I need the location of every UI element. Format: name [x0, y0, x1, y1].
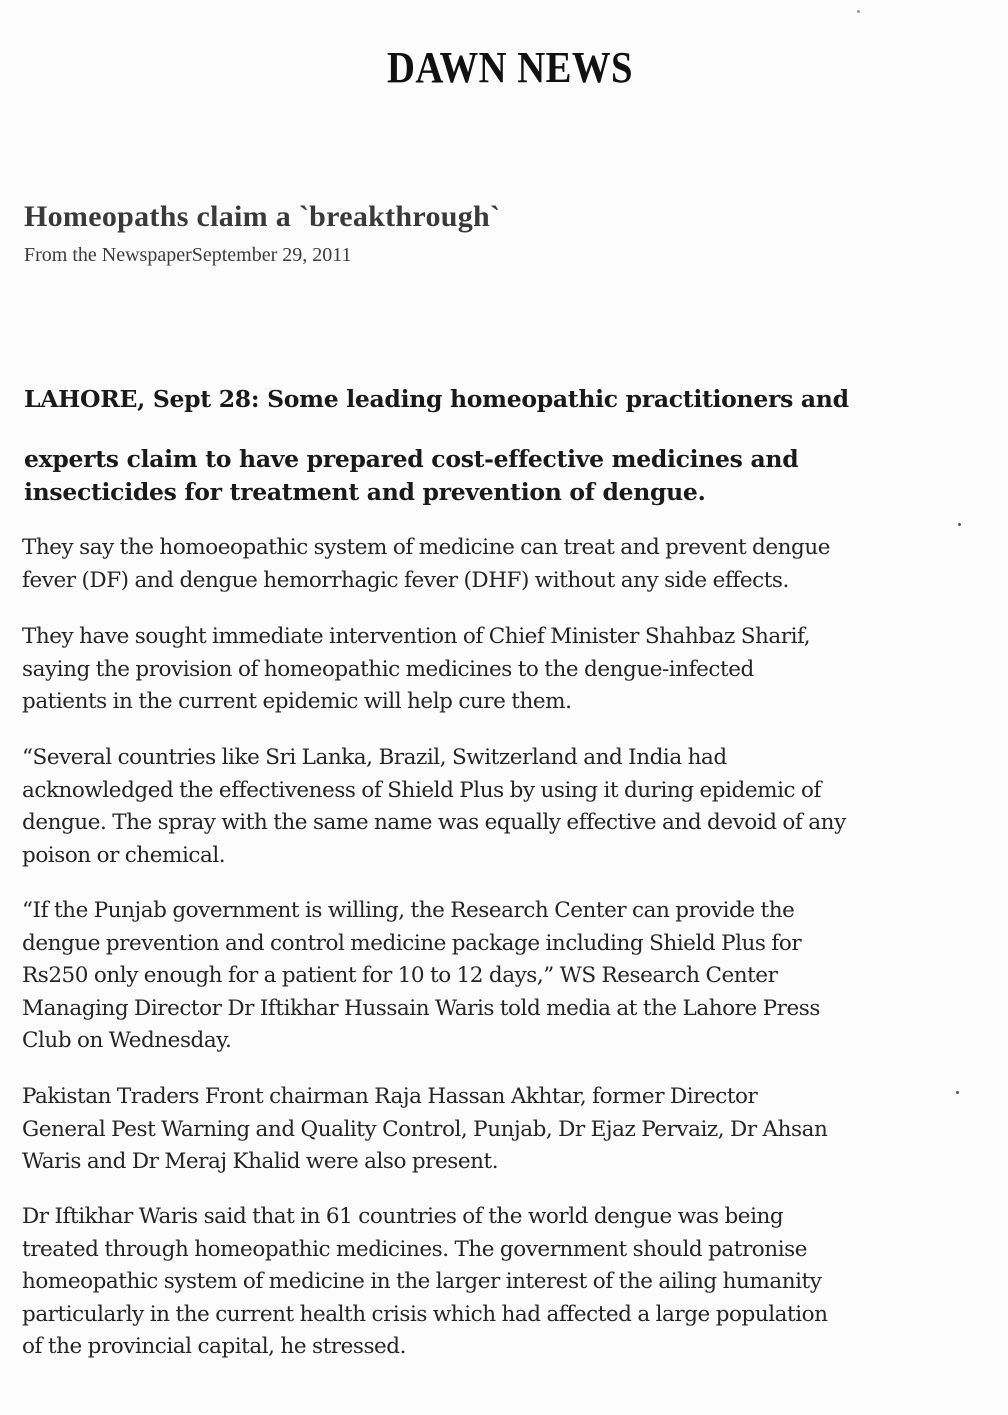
- article-lead-line: insecticides for treatment and prevention of dengue.: [24, 478, 706, 506]
- paragraph-line: “If the Punjab government is willing, the Research Center can provide the: [22, 898, 795, 923]
- article-headline: Homeopaths claim a `breakthrough`: [24, 200, 501, 233]
- paragraph-line: “Several countries like Sri Lanka, Brazil, Switzerland and India had: [22, 745, 727, 770]
- paragraph-line: saying the provision of homeopathic medicines to the dengue-infected: [22, 656, 754, 682]
- paragraph-line: poison or chemical.: [22, 842, 226, 868]
- article-byline: From the NewspaperSeptember 29, 2011: [24, 244, 352, 266]
- paragraph-line: Waris and Dr Meraj Khalid were also present.: [22, 1149, 499, 1174]
- paragraph-line: patients in the current epidemic will help cure them.: [22, 689, 572, 714]
- paragraph-line: particularly in the current health crisis which had affected a large population: [22, 1301, 828, 1327]
- article-paragraph: [22, 742, 997, 872]
- paragraph-line: of the provincial capital, he stressed.: [22, 1334, 406, 1359]
- article-paragraph: [22, 621, 997, 719]
- paragraph-line: treated through homeopathic medicines. The government should patronise: [22, 1236, 807, 1262]
- article-paragraph: [22, 1081, 997, 1179]
- scan-speck: [956, 1091, 959, 1094]
- article-paragraph: [22, 895, 997, 1058]
- paragraph-line: acknowledged the effectiveness of Shield Plus by using it during epidemic of: [22, 777, 821, 803]
- article-paragraph: [22, 1201, 997, 1364]
- paragraph-line: Rs250 only enough for a patient for 10 to 12 days,” WS Research Center: [22, 963, 778, 988]
- paragraph-line: homeopathic system of medicine in the larger interest of the ailing humanity: [22, 1269, 822, 1294]
- article-paragraph: [22, 532, 997, 597]
- paragraph-line: fever (DF) and dengue hemorrhagic fever (DHF) without any side effects.: [22, 567, 789, 593]
- paragraph-line: They have sought immediate intervention of Chief Minister Shahbaz Sharif,: [22, 624, 811, 649]
- paragraph-line: dengue prevention and control medicine package including Shield Plus for: [22, 930, 802, 956]
- paragraph-line: Dr Iftikhar Waris said that in 61 countries of the world dengue was being: [22, 1204, 784, 1229]
- paragraph-line: They say the homoeopathic system of medicine can treat and prevent dengue: [22, 535, 830, 560]
- article-lead-line: LAHORE, Sept 28: Some leading homeopathic practitioners and: [24, 385, 849, 413]
- scan-speck: [857, 10, 860, 13]
- paragraph-line: Managing Director Dr Iftikhar Hussain Waris told media at the Lahore Press: [22, 995, 820, 1021]
- paragraph-line: General Pest Warning and Quality Control, Punjab, Dr Ejaz Pervaiz, Dr Ahsan: [22, 1116, 828, 1142]
- article-lead-line: experts claim to have prepared cost-effective medicines and: [24, 445, 799, 473]
- paragraph-line: Pakistan Traders Front chairman Raja Hassan Akhtar, former Director: [22, 1084, 758, 1109]
- paragraph-line: dengue. The spray with the same name was equally effective and devoid of any: [22, 810, 846, 835]
- article-lead-continued: [24, 443, 984, 509]
- scan-speck: [958, 523, 961, 526]
- newspaper-masthead: DAWN NEWS: [386, 43, 633, 92]
- paragraph-line: Club on Wednesday.: [22, 1028, 232, 1053]
